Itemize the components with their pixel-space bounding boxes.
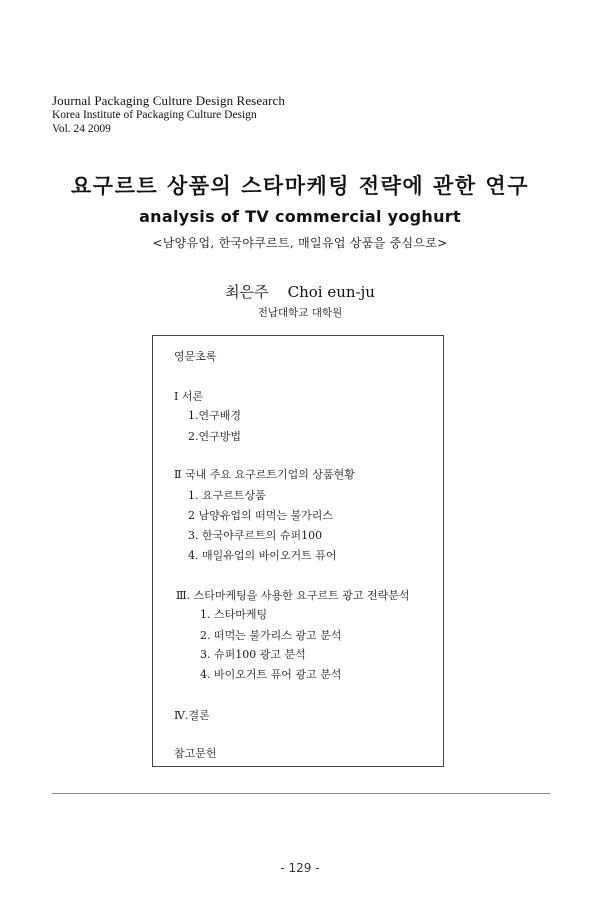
toc-abstract: 영문초록 bbox=[174, 350, 217, 363]
author-name: 최은주 Choi eun-ju bbox=[225, 283, 375, 301]
toc-section-2-3: 3. 한국야쿠르트의 슈퍼100 bbox=[188, 529, 323, 542]
toc-section-2: Ⅱ 국내 주요 요구르트기업의 상품현황 bbox=[174, 468, 355, 481]
toc-references: 참고문헌 bbox=[174, 747, 217, 760]
toc-section-3-2: 2. 떠먹는 불가리스 광고 분석 bbox=[200, 629, 342, 642]
author-affiliation: 전남대학교 대학원 bbox=[257, 307, 343, 319]
journal-header bbox=[52, 94, 285, 136]
toc-section-2-1: 1. 요구르트상품 bbox=[188, 489, 266, 502]
table-of-contents bbox=[152, 335, 444, 767]
toc-section-2-2: 2 남양유업의 떠먹는 불가리스 bbox=[188, 509, 333, 522]
paper-title-english: analysis of TV commercial yoghurt bbox=[139, 207, 461, 226]
paper-title-korean: 요구르트 상품의 스타마케팅 전략에 관한 연구 bbox=[71, 173, 529, 198]
toc-section-2-4: 4. 매일유업의 바이오거트 퓨어 bbox=[188, 549, 337, 562]
volume-info: Vol. 24 2009 bbox=[52, 123, 111, 135]
footer-divider bbox=[52, 793, 550, 794]
paper-subtitle: <남양유업, 한국야쿠르트, 매일유업 상품을 중심으로> bbox=[152, 236, 448, 250]
toc-section-1-1: 1.연구배경 bbox=[188, 409, 241, 422]
toc-section-3-4: 4. 바이오거트 퓨어 광고 분석 bbox=[200, 668, 342, 681]
toc-section-3: Ⅲ. 스타마케팅을 사용한 요구르트 광고 전략분석 bbox=[176, 589, 410, 602]
toc-section-3-1: 1. 스타마케팅 bbox=[200, 608, 268, 621]
toc-section-1-2: 2.연구방법 bbox=[188, 430, 241, 443]
toc-section-4: Ⅳ.결론 bbox=[174, 709, 210, 722]
institute-name: Korea Institute of Packaging Culture Design bbox=[52, 109, 257, 121]
toc-section-1: Ⅰ 서론 bbox=[174, 390, 204, 403]
journal-name: Journal Packaging Culture Design Research bbox=[52, 93, 285, 108]
page-number: - 129 - bbox=[280, 861, 320, 875]
toc-section-3-3: 3. 슈퍼100 광고 분석 bbox=[200, 648, 306, 661]
